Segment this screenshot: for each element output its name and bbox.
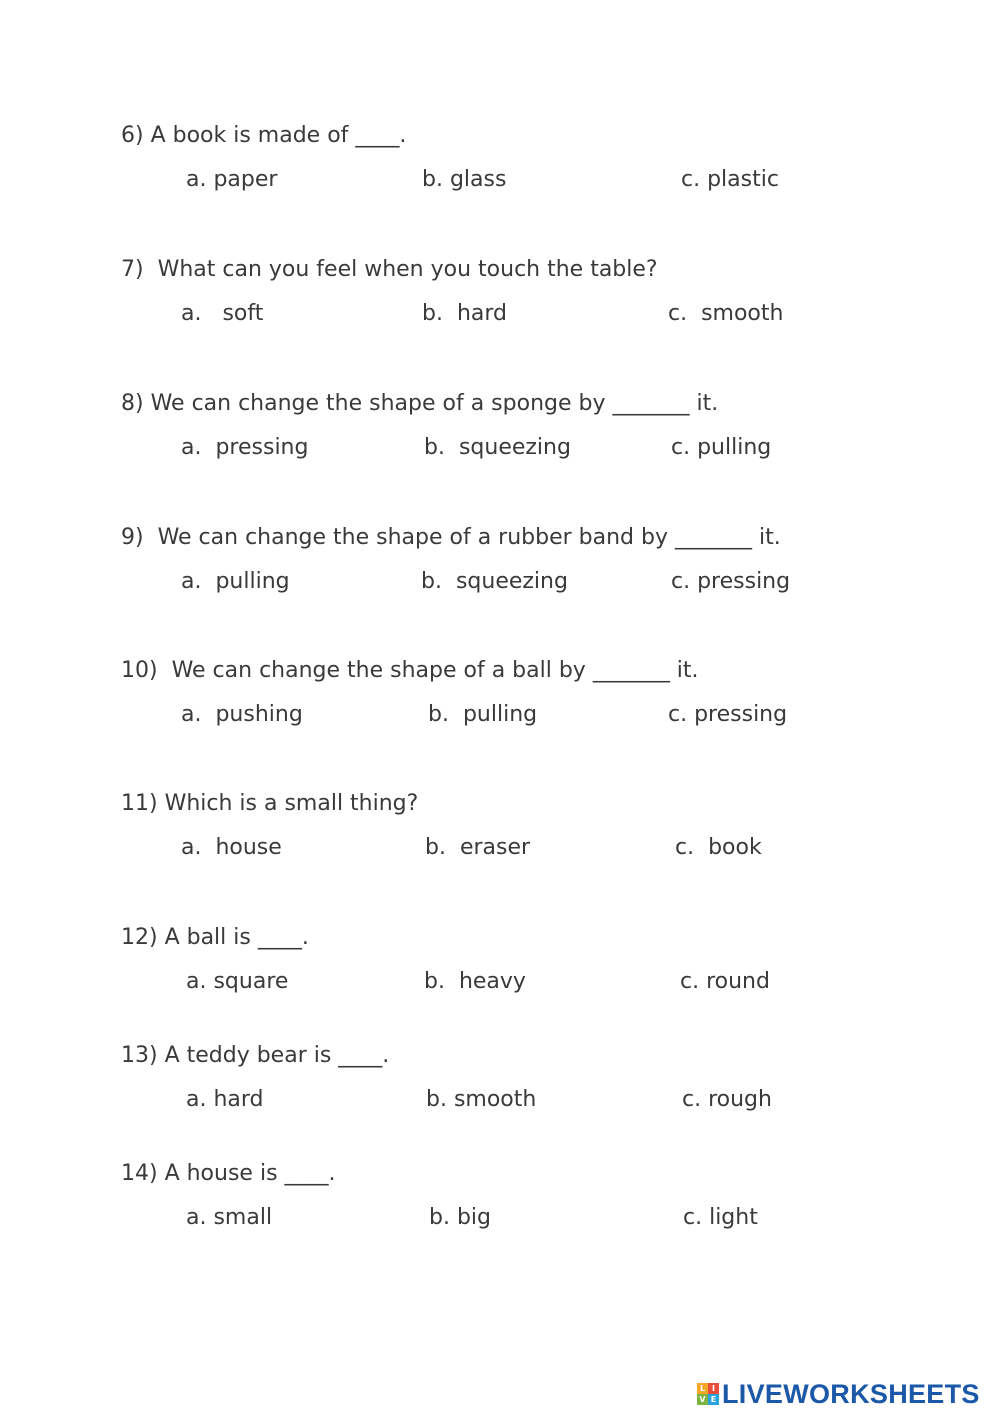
option-b[interactable]: b. smooth — [426, 1087, 537, 1112]
liveworksheets-logo[interactable] — [697, 1378, 980, 1410]
option-c[interactable]: c. plastic — [681, 167, 779, 192]
question-9 — [0, 524, 1000, 604]
option-c[interactable]: c. pulling — [671, 435, 772, 460]
question-11 — [0, 790, 1000, 870]
logo-mark-tile: I — [708, 1383, 719, 1394]
logo-text: LIVEWORKSHEETS — [722, 1379, 980, 1409]
logo-mark-tile: L — [697, 1383, 708, 1394]
option-c[interactable]: c. smooth — [668, 301, 784, 326]
option-c[interactable]: c. light — [683, 1205, 758, 1230]
option-a[interactable]: a. pulling — [181, 569, 290, 594]
question-text: 10) We can change the shape of a ball by _______ it. — [121, 658, 699, 683]
question-text: 8) We can change the shape of a sponge by _______ it. — [121, 391, 719, 416]
option-b[interactable]: b. eraser — [425, 835, 531, 860]
question-text: 11) Which is a small thing? — [121, 791, 419, 816]
option-a[interactable]: a. small — [186, 1205, 273, 1230]
option-c[interactable]: c. book — [675, 835, 762, 860]
option-c[interactable]: c. rough — [682, 1087, 772, 1112]
option-a[interactable]: a. soft — [181, 301, 264, 326]
option-b[interactable]: b. squeezing — [424, 435, 571, 460]
question-text: 12) A ball is ____. — [121, 925, 309, 950]
option-b[interactable]: b. squeezing — [421, 569, 568, 594]
question-12 — [0, 924, 1000, 1004]
logo-mark-icon — [697, 1383, 719, 1405]
option-c[interactable]: c. round — [680, 969, 770, 994]
option-a[interactable]: a. pressing — [181, 435, 309, 460]
logo-mark-tile: E — [708, 1394, 719, 1405]
question-text: 9) We can change the shape of a rubber band by _______ it. — [121, 525, 781, 550]
question-13 — [0, 1042, 1000, 1122]
logo-mark-tile: V — [697, 1394, 708, 1405]
option-c[interactable]: c. pressing — [671, 569, 791, 594]
question-text: 7) What can you feel when you touch the table? — [121, 257, 658, 282]
option-a[interactable]: a. hard — [186, 1087, 264, 1112]
option-b[interactable]: b. heavy — [424, 969, 526, 994]
option-a[interactable]: a. house — [181, 835, 282, 860]
question-text: 13) A teddy bear is ____. — [121, 1043, 390, 1068]
option-b[interactable]: b. big — [429, 1205, 491, 1230]
question-6 — [0, 122, 1000, 202]
question-14 — [0, 1160, 1000, 1240]
question-text: 14) A house is ____. — [121, 1161, 336, 1186]
question-text: 6) A book is made of ____. — [121, 123, 407, 148]
option-b[interactable]: b. glass — [422, 167, 507, 192]
option-c[interactable]: c. pressing — [668, 702, 788, 727]
question-7 — [0, 256, 1000, 336]
option-a[interactable]: a. pushing — [181, 702, 303, 727]
question-10 — [0, 657, 1000, 737]
question-8 — [0, 390, 1000, 470]
option-b[interactable]: b. hard — [422, 301, 507, 326]
option-a[interactable]: a. paper — [186, 167, 278, 192]
option-a[interactable]: a. square — [186, 969, 289, 994]
option-b[interactable]: b. pulling — [428, 702, 538, 727]
